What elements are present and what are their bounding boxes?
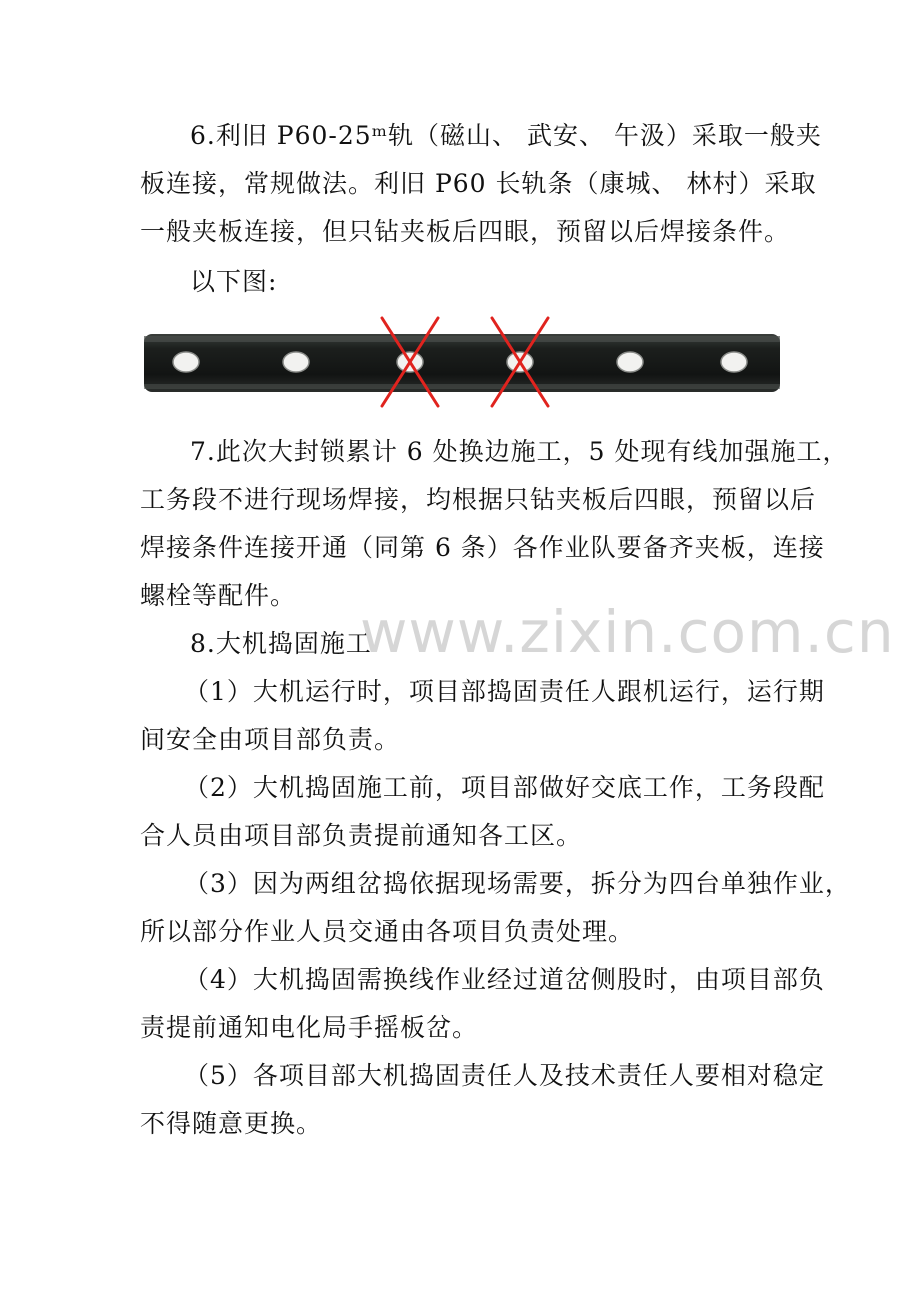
item-7-line-2: 工务段不进行现场焊接，均根据只钻夹板后四眼，预留以后 xyxy=(140,485,817,514)
bolt-hole-2 xyxy=(283,352,309,372)
item-7-line-3: 焊接条件连接开通（同第 6 条）各作业队要备齐夹板，连接 xyxy=(140,533,825,562)
item-8-heading: 8.大机捣固施工 xyxy=(190,629,372,658)
paragraph-item-8-1 xyxy=(140,668,825,764)
fishplate-bottom-flange xyxy=(144,384,780,389)
item-6-line-1: 6.利旧 P60-25ᵐ轨（磁山、 武安、 午汲）采取一般夹 xyxy=(190,121,822,150)
paragraph-item-8-4 xyxy=(140,956,825,1052)
item-8-5-line-2: 不得随意更换。 xyxy=(140,1109,323,1138)
bolt-hole-5 xyxy=(617,352,643,372)
rail-fishplate-figure xyxy=(142,310,782,414)
item-7-line-1: 7.此次大封锁累计 6 处换边施工，5 处现有线加强施工， xyxy=(190,437,849,466)
paragraph-item-6 xyxy=(140,112,822,256)
paragraph-item-8-heading xyxy=(140,620,790,668)
bolt-hole-1 xyxy=(173,352,199,372)
item-6-line-2: 板连接，常规做法。利旧 P60 长轨条（康城、 林村）采取 xyxy=(140,169,817,198)
item-8-2-line-1: （2）大机捣固施工前，项目部做好交底工作，工务段配 xyxy=(184,773,825,802)
paragraph-item-8-3 xyxy=(140,860,851,956)
paragraph-item-7 xyxy=(140,428,849,620)
fishplate-top-flange xyxy=(144,336,780,342)
item-8-3-line-2: 所以部分作业人员交通由各项目负责处理。 xyxy=(140,917,635,946)
fishplate-body xyxy=(144,334,780,392)
item-8-1-line-1: （1）大机运行时，项目部捣固责任人跟机运行，运行期 xyxy=(184,677,825,706)
item-8-1-line-2: 间安全由项目部负责。 xyxy=(140,725,401,754)
item-8-3-line-1: （3）因为两组岔捣依据现场需要，拆分为四台单独作业， xyxy=(184,869,851,898)
item-8-5-line-1: （5）各项目部大机捣固责任人及技术责任人要相对稳定 xyxy=(184,1061,825,1090)
item-6-line-3: 一般夹板连接，但只钻夹板后四眼，预留以后焊接条件。 xyxy=(140,217,791,246)
figure-intro xyxy=(140,258,790,306)
paragraph-item-8-2 xyxy=(140,764,825,860)
paragraph-item-8-5 xyxy=(140,1052,825,1148)
bolt-hole-6 xyxy=(721,352,747,372)
figure-intro-text: 以下图: xyxy=(190,267,278,296)
item-8-4-line-1: （4）大机捣固需换线作业经过道岔侧股时，由项目部负 xyxy=(184,965,825,994)
watermark: www.zixin.com.cn xyxy=(360,598,895,666)
item-8-2-line-2: 合人员由项目部负责提前通知各工区。 xyxy=(140,821,583,850)
fishplate-image xyxy=(142,310,782,414)
item-8-4-line-2: 责提前通知电化局手摇板岔。 xyxy=(140,1013,479,1042)
item-7-line-4: 螺栓等配件。 xyxy=(140,581,297,610)
